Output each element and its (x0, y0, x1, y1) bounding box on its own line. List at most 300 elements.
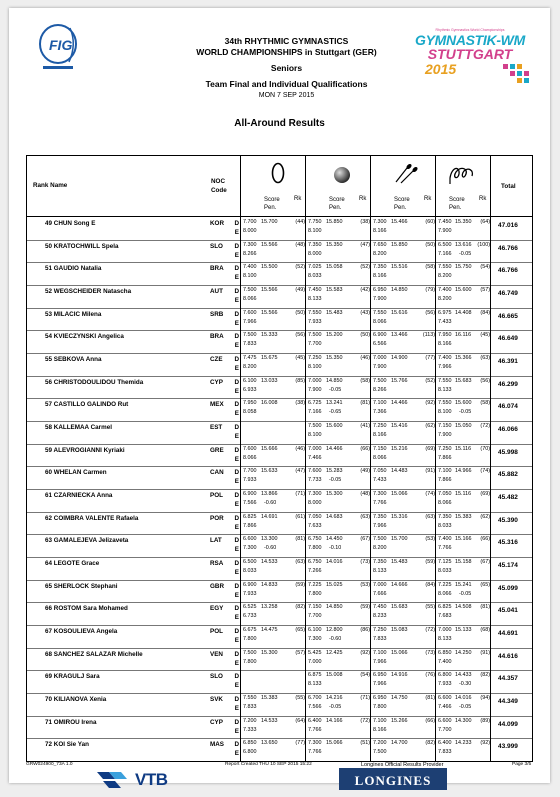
stuttgart-2015-logo (411, 28, 529, 98)
apparatus-score: 15.350 (326, 355, 343, 361)
footer-report-created: Report Created THU 10 SEP 2015 15:22 (225, 762, 312, 767)
total-score (490, 262, 533, 285)
table-row (27, 466, 532, 490)
d-score: 7.600 (243, 445, 257, 452)
apparatus-score-cell (240, 489, 306, 512)
apparatus-score: 15.850 (326, 219, 343, 225)
d-score: 7.550 (308, 309, 322, 316)
footer-page-number: Page 3/5 (512, 762, 532, 767)
athlete-rank-name (45, 628, 117, 635)
noc-code: BRA (210, 265, 224, 273)
d-score: 6.675 (243, 627, 257, 633)
d-score: 6.400 (308, 717, 322, 724)
apparatus-score: 14.966 (455, 468, 472, 475)
d-score: 6.975 (438, 309, 452, 316)
e-score: 8.066 (243, 454, 257, 461)
rank: 62 (45, 514, 53, 522)
d-score: 7.350 (308, 241, 322, 248)
apparatus-score-cell (240, 648, 306, 671)
total-score (490, 625, 533, 648)
rank: 64 (45, 560, 53, 567)
apparatus-score-cell (435, 308, 491, 331)
apparatus-score: 13.866 (261, 491, 278, 497)
e-score: 7.800 (308, 545, 322, 552)
d-score: 7.700 (243, 468, 257, 475)
d-e-labels: D E (234, 220, 239, 236)
total-score (490, 489, 533, 512)
d-score: 7.450 (438, 219, 452, 225)
d-score: 5.425 (308, 649, 322, 656)
rank: 71 (45, 718, 53, 726)
d-score: 7.300 (308, 491, 322, 497)
apparatus-score-cell (305, 534, 371, 557)
apparatus-rank: (79) (425, 287, 435, 293)
e-score: 8.033 (243, 568, 257, 574)
e-score: 7.933 (308, 318, 322, 325)
apparatus-rank: (61) (295, 513, 305, 520)
d-e-labels: D E (234, 288, 239, 304)
apparatus-score: 15.850 (391, 241, 408, 248)
apparatus-score-cell (370, 421, 436, 444)
rank: 50 (45, 242, 53, 250)
apparatus-score-cell (305, 466, 371, 489)
total-value: 45.041 (498, 607, 518, 615)
d-score: 7.475 (243, 355, 257, 361)
e-score: 7.800 (243, 658, 257, 665)
apparatus-score: 15.383 (261, 695, 278, 701)
table-row (27, 353, 532, 377)
table-row (27, 398, 532, 422)
apparatus-score-cell (435, 625, 491, 648)
noc-code: SRB (210, 310, 224, 318)
apparatus-score-cell (305, 240, 371, 263)
apparatus-score: 15.483 (326, 309, 343, 316)
apparatus-rank: (63) (425, 513, 435, 520)
apparatus-score-cell (435, 716, 491, 739)
apparatus-rank: (50) (295, 309, 305, 316)
apparatus-score-cell (240, 444, 306, 467)
rank: 55 (45, 356, 53, 363)
apparatus-rank: (81) (295, 536, 305, 543)
apparatus-score: 14.166 (326, 717, 343, 724)
apparatus-score: 15.025 (326, 581, 343, 588)
apparatus-score: 14.483 (391, 468, 408, 475)
apparatus-rank: (63) (295, 559, 305, 565)
apparatus-score: 15.675 (261, 355, 278, 361)
wm-logo-subtitle: Rhythmic Gymnastics World Championships (435, 28, 505, 32)
rank: 63 (45, 537, 53, 545)
athlete-name: CZARNIECKA Anna (53, 492, 113, 499)
rank: 49 (45, 220, 53, 227)
apparatus-score: 15.383 (455, 513, 472, 520)
apparatus-rank: (64) (480, 219, 490, 225)
d-score: 7.350 (373, 264, 387, 271)
apparatus-score: 13.033 (261, 377, 278, 384)
d-score: 7.100 (373, 649, 387, 656)
d-score: 6.525 (243, 604, 257, 611)
apparatus-rank: (60) (425, 219, 435, 225)
e-score: 8.100 (308, 432, 322, 438)
e-score: 7.900 (373, 296, 387, 302)
d-score: 7.400 (438, 355, 452, 361)
d-score: 6.750 (308, 559, 322, 565)
total-score (490, 240, 533, 263)
athlete-name: SEBKOVA Anna (53, 356, 102, 363)
d-score: 7.300 (308, 740, 322, 747)
apparatus-rank: (48) (360, 491, 370, 497)
apparatus-rank: (52) (425, 377, 435, 384)
athlete-rank-name (45, 311, 101, 318)
total-score (490, 557, 533, 580)
apparatus-score-cell (435, 670, 491, 693)
d-e-labels: D E (234, 650, 239, 667)
apparatus-rank: (57) (295, 649, 305, 656)
apparatus-rank: (77) (425, 355, 435, 361)
athlete-name: OMIROU Irena (53, 718, 97, 726)
apparatus-score-cell (305, 625, 371, 648)
category: Seniors (270, 63, 303, 73)
athlete-name: CHUN Song E (53, 220, 96, 227)
apparatus-rank: (38) (360, 219, 370, 225)
apparatus-rank: (52) (295, 264, 305, 271)
e-score: 7.933 (243, 590, 257, 597)
table-row (27, 512, 532, 536)
d-score: 7.450 (373, 604, 387, 611)
apparatus-rank: (46) (360, 355, 370, 361)
athlete-rank-name (45, 492, 112, 499)
apparatus-score-cell (240, 398, 306, 421)
e-score: 8.200 (243, 364, 257, 370)
penalty: -0.05 (459, 250, 472, 257)
e-score: 7.900 (438, 228, 452, 234)
apparatus-score: 15.350 (455, 219, 472, 225)
apparatus-score-cell (305, 716, 371, 739)
apparatus-score-cell (435, 353, 491, 376)
d-score: 7.050 (373, 468, 387, 475)
d-e-labels: D E (234, 537, 239, 554)
apparatus-score: 14.016 (326, 559, 343, 565)
athlete-rank-name (45, 379, 143, 386)
apparatus-score-cell (305, 285, 371, 308)
d-score: 7.250 (308, 355, 322, 361)
apparatus-score-cell (240, 580, 306, 603)
score-pen-label: Score Pen. (329, 197, 345, 211)
d-score: 6.900 (373, 332, 387, 339)
apparatus-rank: (81) (360, 400, 370, 407)
e-score: 7.633 (308, 522, 322, 529)
noc-code: LAT (210, 537, 222, 545)
apparatus-score-cell (370, 376, 436, 399)
rank: 52 (45, 288, 53, 295)
apparatus-score: 13.616 (455, 241, 472, 248)
apparatus-score-cell (305, 602, 371, 625)
table-row (27, 262, 532, 286)
total-score (490, 330, 533, 353)
noc-code: SLO (210, 242, 223, 250)
noc-code: SLO (210, 673, 223, 681)
d-e-labels: D E (234, 401, 239, 418)
athlete-rank-name (45, 265, 101, 272)
apparatus-score-cell (435, 376, 491, 399)
footer-provider: Longines Official Results Provider (361, 762, 444, 768)
apparatus-score: 15.516 (391, 264, 408, 271)
e-score: 7.933 (243, 477, 257, 484)
apparatus-score: 16.008 (261, 400, 278, 407)
competition-name: Team Final and Individual Qualifications (205, 79, 368, 89)
e-score: 8.233 (373, 613, 387, 620)
noc-code: MAS (210, 741, 224, 749)
d-score: 7.550 (438, 400, 452, 407)
total-value: 46.649 (498, 335, 518, 343)
e-score: 8.200 (373, 545, 387, 552)
penalty: -0.05 (459, 409, 472, 416)
table-body (27, 217, 532, 761)
e-score: 7.966 (243, 318, 257, 325)
e-score: 8.166 (373, 228, 387, 234)
apparatus-rank: (70) (480, 445, 490, 452)
vtb-logo (95, 770, 215, 792)
apparatus-rank: (55) (295, 695, 305, 701)
d-score: 7.500 (308, 423, 322, 429)
apparatus-score-cell (240, 466, 306, 489)
vtb-wordmark: VTB (135, 770, 168, 789)
apparatus-score-cell (305, 376, 371, 399)
apparatus-rank: (52) (360, 264, 370, 271)
d-score: 7.200 (243, 717, 257, 724)
apparatus-score-cell (370, 217, 436, 240)
table-row (27, 648, 532, 672)
apparatus-rank: (77) (295, 740, 305, 747)
e-score: 8.058 (243, 409, 257, 416)
apparatus-rank: (85) (295, 377, 305, 384)
apparatus-score-cell (370, 240, 436, 263)
apparatus-score: 15.083 (391, 627, 408, 633)
e-score: 6.800 (243, 749, 257, 756)
table-row (27, 308, 532, 332)
table-row (27, 240, 532, 264)
athlete-name: CASTILLO GALINDO Rut (53, 401, 129, 409)
footer-doc-code: GRW024900_73A 1.0 (26, 762, 73, 767)
apparatus-score: 13.650 (261, 740, 278, 747)
fig-logo (37, 22, 83, 76)
apparatus-score: 14.850 (391, 287, 408, 293)
d-score: 6.725 (308, 400, 322, 407)
noc-code: POR (210, 514, 224, 522)
apparatus-score-cell (435, 489, 491, 512)
total-value: 46.074 (498, 403, 518, 411)
d-score: 6.875 (308, 672, 322, 679)
total-score (490, 308, 533, 331)
e-score: 8.133 (373, 568, 387, 574)
e-score: 8.033 (438, 522, 452, 529)
e-score: 7.766 (438, 545, 452, 552)
apparatus-score: 15.058 (326, 264, 343, 271)
apparatus-score: 15.133 (455, 627, 472, 633)
apparatus-score-cell (240, 240, 306, 263)
athlete-rank-name (45, 696, 106, 703)
d-e-labels: D E (234, 741, 239, 758)
d-score: 7.700 (243, 219, 257, 225)
apparatus-score-cell (240, 534, 306, 557)
championship-name: WORLD CHAMPIONSHIPS in Stuttgart (GER) (196, 47, 377, 57)
athlete-rank-name (45, 401, 128, 408)
apparatus-rank: (46) (295, 445, 305, 452)
athlete-rank-name (45, 673, 100, 680)
e-score: 8.200 (373, 250, 387, 257)
e-score: 8.100 (438, 409, 452, 416)
e-score: 7.666 (373, 590, 387, 597)
apparatus-score: 14.300 (455, 717, 472, 724)
e-score: 7.000 (308, 658, 322, 665)
apparatus-score: 13.300 (261, 536, 278, 543)
apparatus-score: 15.616 (391, 309, 408, 316)
ball-icon (333, 166, 351, 184)
d-score: 7.300 (373, 219, 387, 225)
rank: 56 (45, 378, 53, 386)
d-score: 7.000 (308, 445, 322, 452)
noc-code: CYP (210, 378, 223, 386)
d-score: 7.125 (438, 559, 452, 565)
athlete-rank-name (45, 333, 124, 340)
apparatus-score-cell (305, 670, 371, 693)
athlete-name: SHERLOCK Stephani (53, 582, 118, 590)
d-score: 7.150 (373, 445, 387, 452)
apparatus-rank: (72) (480, 423, 490, 429)
d-e-labels: D E (234, 378, 239, 395)
total-score (490, 580, 533, 603)
noc-code: AUT (210, 288, 223, 295)
d-score: 7.300 (243, 241, 257, 248)
athlete-name: KALLEMAA Carmel (53, 424, 112, 431)
apparatus-score: 15.116 (455, 445, 472, 452)
apparatus-score-cell (305, 398, 371, 421)
penalty: -0.60 (264, 545, 277, 552)
d-score: 7.200 (373, 740, 387, 747)
apparatus-score-cell (370, 670, 436, 693)
apparatus-score-cell (435, 557, 491, 580)
apparatus-score: 15.750 (455, 264, 472, 271)
apparatus-score: 15.300 (261, 649, 278, 656)
total-value: 47.016 (498, 222, 518, 229)
d-score: 7.000 (438, 627, 452, 633)
apparatus-rank: (56) (425, 309, 435, 316)
apparatus-score: 14.666 (391, 581, 408, 588)
apparatus-score-cell (240, 512, 306, 535)
total-score (490, 217, 533, 240)
e-score: 7.700 (308, 341, 322, 348)
championship-edition: 34th RHYTHMIC GYMNASTICS (224, 36, 349, 46)
penalty: -0.05 (459, 590, 472, 597)
total-score (490, 376, 533, 399)
total-value: 46.665 (498, 312, 518, 320)
apparatus-rank: (41) (360, 423, 370, 429)
apparatus-score-cell (435, 602, 491, 625)
apparatus-rank: (67) (360, 536, 370, 543)
apparatus-score-cell (240, 217, 306, 240)
vtb-logo-mark (95, 770, 131, 792)
d-score: 7.000 (308, 377, 322, 384)
d-e-labels: D E (234, 242, 239, 259)
penalty: -0.05 (459, 704, 472, 710)
apparatus-score: 14.508 (455, 604, 472, 611)
apparatus-rank: (38) (295, 400, 305, 407)
apparatus-score: 15.700 (391, 536, 408, 543)
total-score (490, 444, 533, 467)
d-score: 7.450 (308, 287, 322, 293)
e-score: 8.200 (438, 273, 452, 280)
apparatus-score: 14.466 (326, 445, 343, 452)
apparatus-score-cell (305, 489, 371, 512)
e-score: 7.800 (373, 704, 387, 710)
total-score (490, 512, 533, 535)
apparatus-rank: (82) (295, 604, 305, 611)
e-score: 7.166 (308, 409, 322, 416)
apparatus-score: 15.700 (261, 219, 278, 225)
athlete-rank-name (45, 605, 128, 612)
apparatus-rank: (69) (425, 445, 435, 452)
e-score: 7.683 (438, 613, 452, 620)
penalty: -0.10 (329, 545, 342, 552)
table-row (27, 534, 532, 558)
apparatus-score: 15.008 (326, 672, 343, 679)
d-score: 7.350 (373, 559, 387, 565)
e-score: 8.000 (308, 250, 322, 257)
apparatus-score: 15.216 (391, 445, 408, 452)
athlete-rank-name (45, 424, 112, 431)
e-score: 7.900 (308, 386, 322, 393)
athlete-name: KRAGULJ Sara (53, 673, 100, 681)
apparatus-score-cell (240, 738, 306, 761)
apparatus-score: 14.833 (261, 581, 278, 588)
apparatus-rank: (58) (360, 377, 370, 384)
apparatus-rank: (82) (425, 740, 435, 747)
rank: 67 (45, 628, 53, 635)
apparatus-score: 15.350 (326, 241, 343, 248)
rk-label: Rk (424, 196, 432, 202)
d-score: 7.225 (308, 581, 322, 588)
apparatus-rank: (65) (295, 627, 305, 633)
d-score: 7.150 (308, 604, 322, 611)
apparatus-score-cell (370, 557, 436, 580)
apparatus-rank: (84) (480, 309, 490, 316)
d-e-labels: D E (234, 356, 239, 372)
apparatus-score-cell (370, 512, 436, 535)
apparatus-rank: (92) (360, 649, 370, 656)
apparatus-score: 14.691 (261, 513, 278, 520)
e-score: 7.266 (308, 568, 322, 574)
d-score: 7.550 (438, 264, 452, 271)
clubs-icon (393, 162, 419, 186)
table-row (27, 557, 532, 581)
apparatus-score: 13.258 (261, 604, 278, 611)
apparatus-rank: (51) (360, 740, 370, 747)
table-row (27, 330, 532, 354)
apparatus-score-cell (305, 308, 371, 331)
apparatus-score: 12.800 (326, 627, 343, 633)
table-row (27, 376, 532, 400)
penalty: -0.65 (329, 409, 342, 416)
athlete-rank-name (45, 583, 117, 590)
table-row (27, 580, 532, 604)
e-score: 7.433 (438, 318, 452, 325)
noc-code: SVK (210, 696, 223, 703)
e-score: 7.833 (438, 749, 452, 756)
apparatus-score-cell (240, 557, 306, 580)
d-score: 7.225 (438, 581, 452, 588)
apparatus-score: 14.233 (455, 740, 472, 747)
apparatus-rank: (113) (422, 332, 435, 339)
e-score: 8.066 (373, 318, 387, 325)
